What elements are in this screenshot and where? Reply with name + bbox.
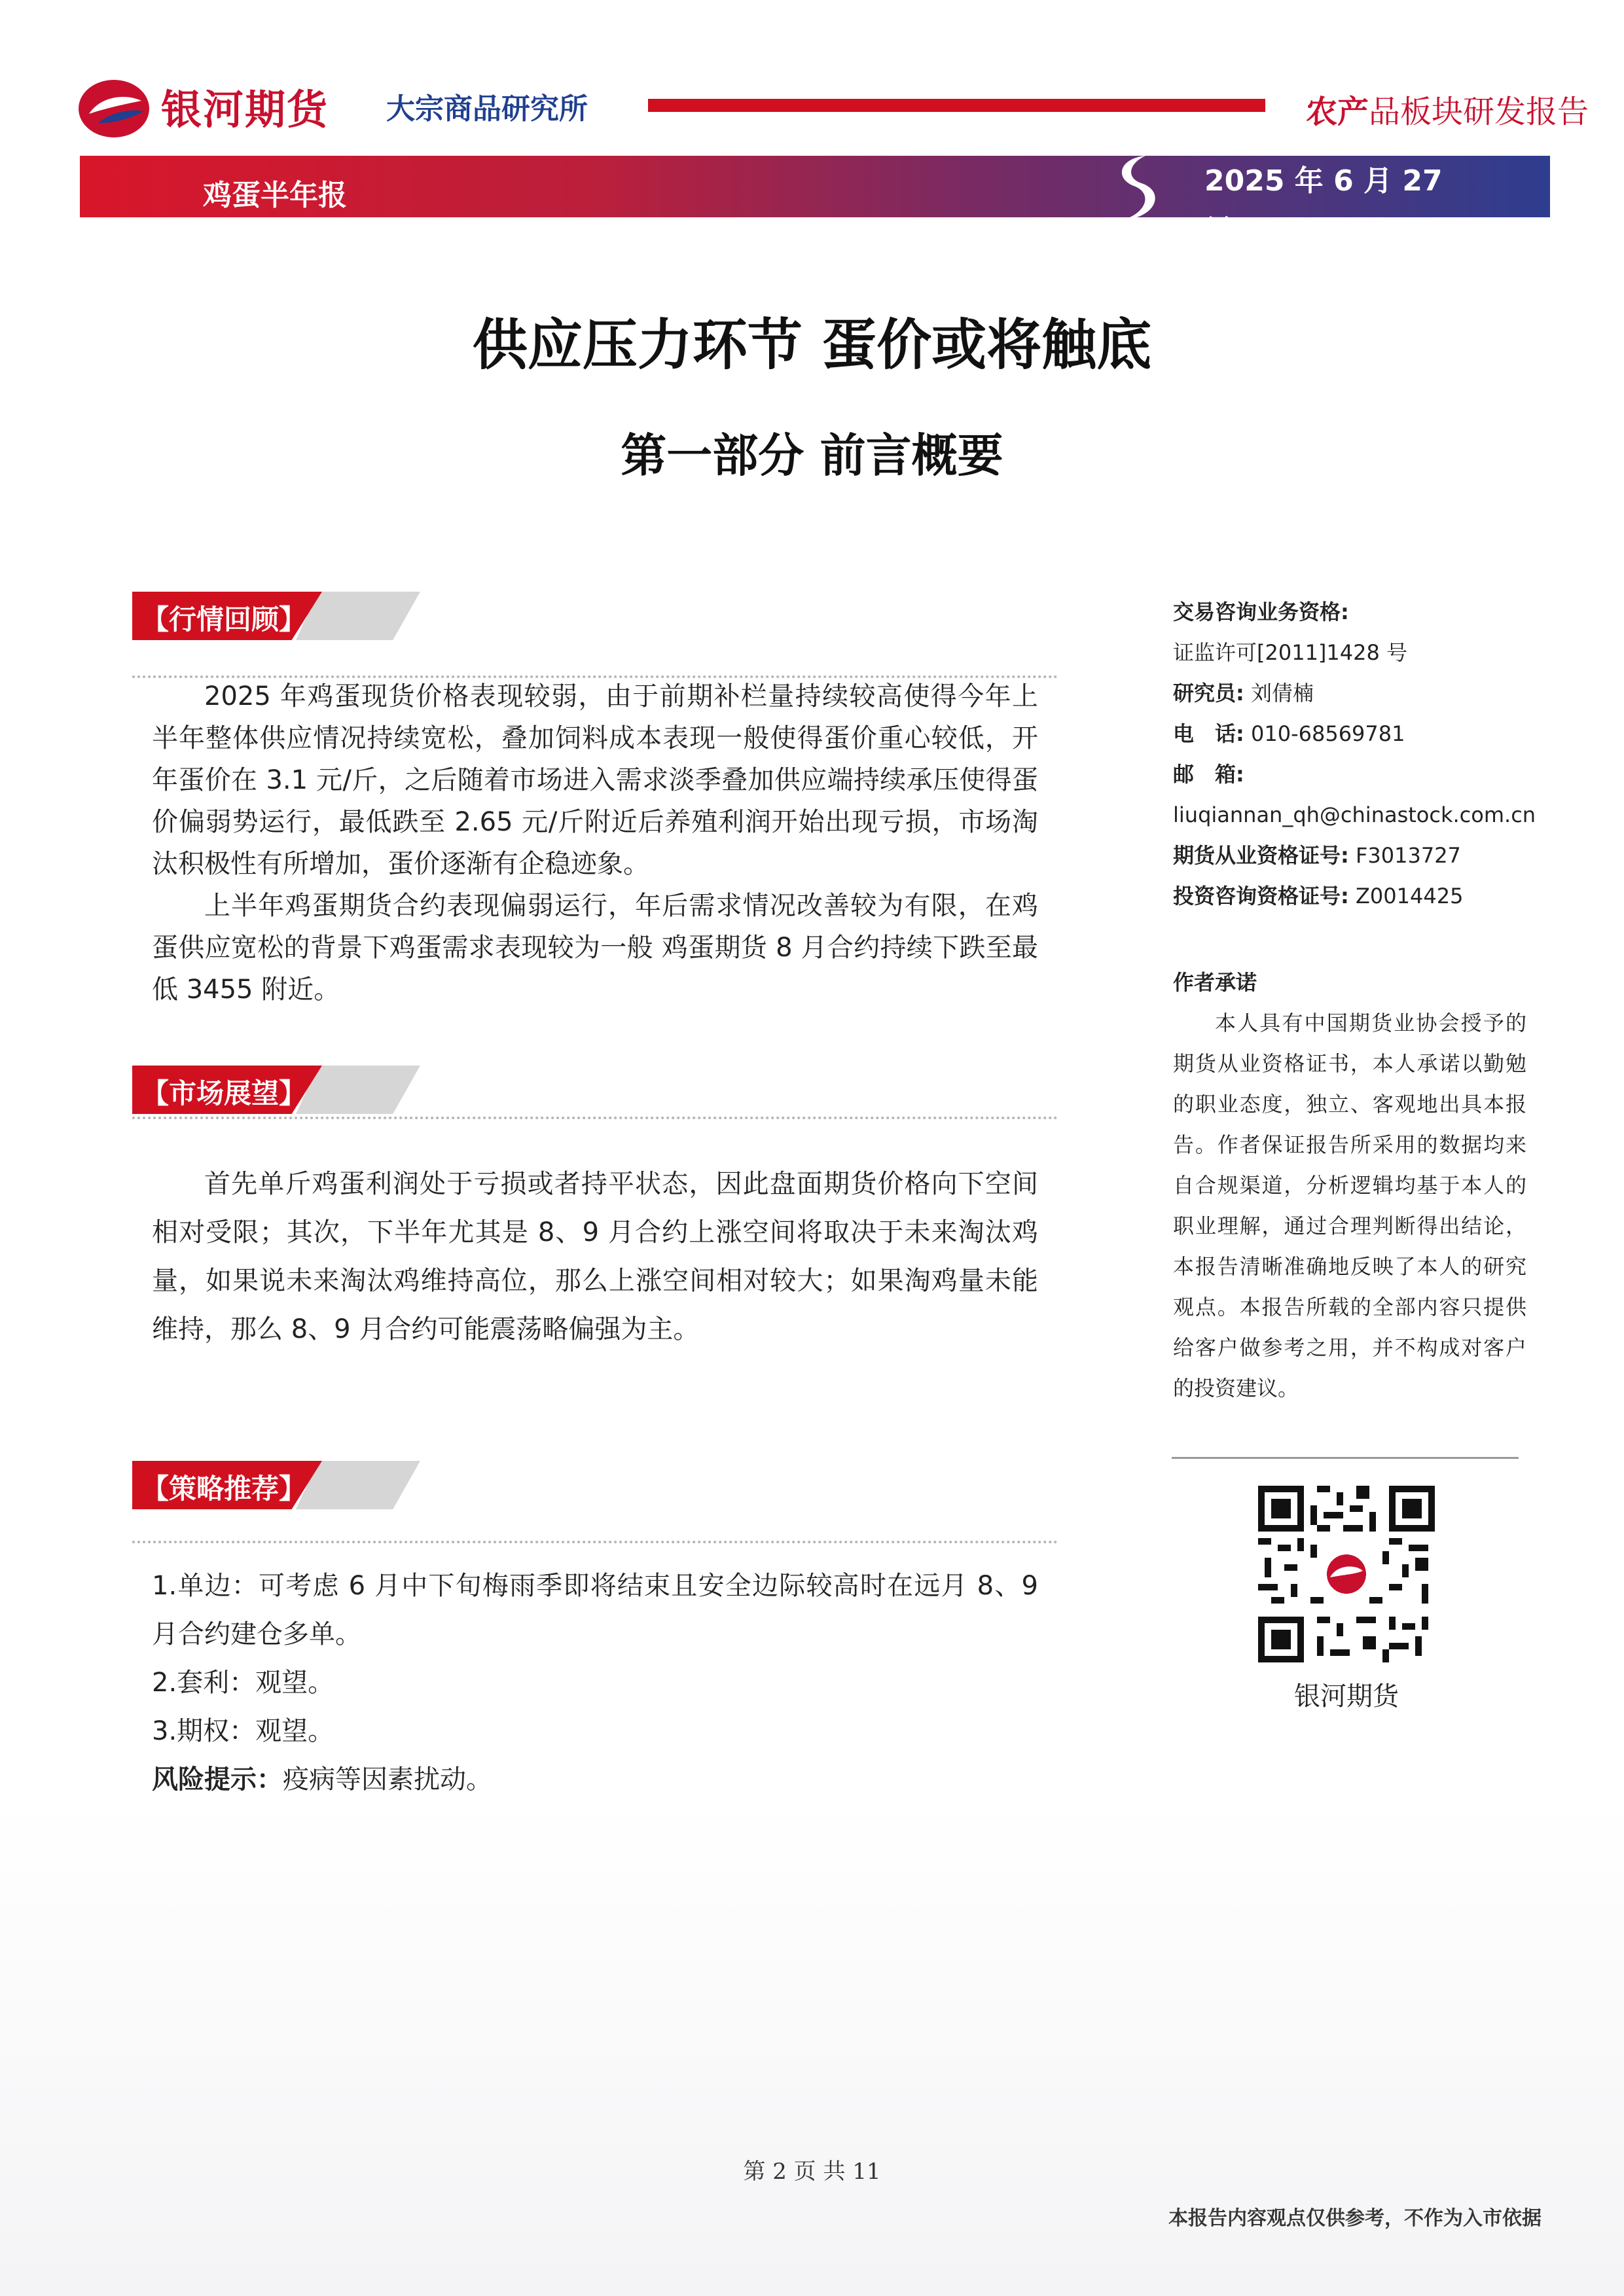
qr-code-icon: [1258, 1486, 1435, 1662]
qualification-label: 交易咨询业务资格:: [1173, 600, 1349, 624]
galaxy-logo-icon: [76, 75, 152, 140]
divider: [132, 1117, 1058, 1119]
header-rule: [648, 99, 1265, 112]
section-subtitle: 第一部分 前言概要: [621, 429, 1003, 482]
email-label: 邮 箱:: [1173, 762, 1244, 787]
futures-cert-row: 期货从业资格证号: F3013727: [1173, 843, 1461, 868]
strategy-tag-label: 【策略推荐】: [141, 1473, 307, 1505]
outlook-body: [152, 1160, 1038, 1354]
strategy-item: 2.套利：观望。: [152, 1668, 334, 1698]
review-body: [152, 675, 1038, 1011]
report-date: 2025 年 6 月 27 日: [1204, 164, 1443, 246]
sidebar-divider: [1172, 1457, 1519, 1459]
phone-row: 电 话: 010-68569781: [1173, 721, 1405, 746]
brand-name: 银河期货: [161, 86, 329, 134]
institute-name: 大宗商品研究所: [386, 92, 588, 126]
review-tag: [132, 592, 446, 640]
strategy-tag: [132, 1461, 446, 1509]
divider: [132, 1541, 1058, 1543]
s-swoosh-icon: [1100, 152, 1172, 224]
promise-title: 作者承诺: [1173, 970, 1257, 995]
board-suffix: 品板块研发报告: [1368, 94, 1589, 130]
outlook-tag: [132, 1066, 446, 1114]
footer-disclaimer: 本报告内容观点仅供参考，不作为入市依据: [1168, 2207, 1542, 2230]
board-prefix: 农产: [1305, 94, 1369, 130]
strategy-item: 3.期权：观望。: [152, 1716, 334, 1746]
review-paragraph: 2025 年鸡蛋现货价格表现较弱，由于前期补栏量持续较高使得今年上半年整体供应情况持续宽松，叠加饲料成本表现一般使得蛋价重心较低，开年蛋价在 3.1 元/斤，之后随着市场进入需求淡季叠加供应端持续承压使得蛋价偏弱势运行，最低跌至 2.65 元/斤附近后养殖利润开始出现亏损，市场淘汰积极性有所增加，蛋价逐渐有企稳迹象。: [152, 681, 1038, 879]
analyst-info: [1173, 592, 1536, 916]
risk-label: 风险提示：: [152, 1765, 283, 1795]
page-title: 供应压力环节 蛋价或将触底: [472, 313, 1152, 377]
report-board-label: [1306, 86, 1589, 132]
report-type: 鸡蛋半年报: [203, 179, 347, 212]
risk-text: 疫病等因素扰动。: [283, 1765, 492, 1795]
risk-warning: [152, 1755, 1038, 1804]
promise-text: 本人具有中国期货业协会授予的期货从业资格证书，本人承诺以勤勉的职业态度，独立、客观地出具本报告。作者保证报告所采用的数据均来自合规渠道，分析逻辑均基于本人的职业理解，通过合理判断得出结论，本报告清晰准确地反映了本人的研究观点。本报告所载的全部内容只提供给客户做参考之用，并不构成对客户的投资建议。: [1173, 1011, 1526, 1401]
review-paragraph: 上半年鸡蛋期货合约表现偏弱运行，年后需求情况改善较为有限，在鸡蛋供应宽松的背景下鸡蛋需求表现较为一般 鸡蛋期货 8 月合约持续下跌至最低 3455 附近。: [152, 891, 1038, 1005]
email-value: liuqiannan_qh@chinastock.com.cn: [1173, 802, 1536, 827]
qr-caption: 银河期货: [1294, 1681, 1399, 1712]
qualification-value: 证监许可[2011]1428 号: [1173, 640, 1408, 665]
page-number: 第 2 页 共 11: [743, 2159, 881, 2185]
invest-cert-row: 投资咨询资格证号: Z0014425: [1173, 884, 1464, 908]
review-tag-label: 【行情回顾】: [141, 603, 307, 636]
outlook-paragraph: 首先单斤鸡蛋利润处于亏损或者持平状态，因此盘面期货价格向下空间相对受限；其次，下半年尤其是 8、9 月合约上涨空间将取决于未来淘汰鸡量，如果说未来淘汰鸡维持高位，那么上涨空间相对较大；如果淘鸡量未能维持，那么 8、9 月合约可能震荡略偏强为主。: [152, 1169, 1038, 1344]
strategy-body: [152, 1562, 1038, 1804]
outlook-tag-label: 【市场展望】: [141, 1077, 307, 1109]
strategy-item: 1.单边：可考虑 6 月中下旬梅雨季即将结束且安全边际较高时在远月 8、9 月合约建仓多单。: [152, 1571, 1038, 1649]
analyst-row: 研究员: 刘倩楠: [1173, 681, 1314, 706]
